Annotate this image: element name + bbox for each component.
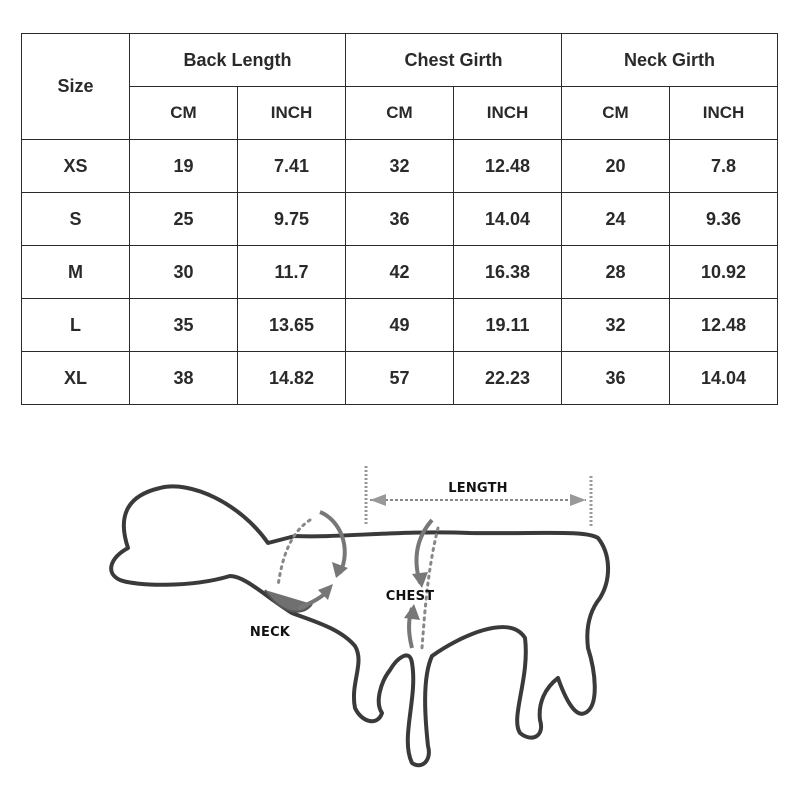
neck-arrowhead-top (332, 562, 348, 578)
size-chart-table (21, 33, 778, 405)
dog-outline (111, 486, 608, 765)
table-cell: 14.04 (454, 193, 562, 246)
table-cell: 10.92 (670, 246, 778, 299)
chest-arrowhead-top (412, 572, 428, 588)
table-cell: 25 (130, 193, 238, 246)
table-cell: 36 (562, 352, 670, 405)
table-cell: 14.04 (670, 352, 778, 405)
table-cell: 38 (130, 352, 238, 405)
table-cell: 16.38 (454, 246, 562, 299)
table-cell: 19 (130, 140, 238, 193)
table-cell: 30 (130, 246, 238, 299)
table-row (22, 352, 778, 405)
size-cell: L (22, 299, 130, 352)
unit-header: INCH (670, 87, 778, 140)
table-row (22, 193, 778, 246)
chest-dotted-loop (422, 528, 438, 648)
table-cell: 12.48 (454, 140, 562, 193)
table-row (22, 246, 778, 299)
table-cell: 14.82 (238, 352, 346, 405)
unit-header: CM (346, 87, 454, 140)
chest-label: CHEST (385, 589, 435, 604)
table-row (22, 299, 778, 352)
table-header-row (22, 34, 778, 87)
unit-header: CM (130, 87, 238, 140)
neck-arrow-top (320, 512, 345, 573)
table-cell: 22.23 (454, 352, 562, 405)
table-cell: 7.8 (670, 140, 778, 193)
neck-dotted-loop (278, 520, 310, 586)
table-cell: 19.11 (454, 299, 562, 352)
size-header: Size (22, 34, 130, 140)
table-unit-row (22, 87, 778, 140)
unit-header: CM (562, 87, 670, 140)
chest-girth-header: Chest Girth (346, 34, 562, 87)
table-cell: 9.36 (670, 193, 778, 246)
table-cell: 36 (346, 193, 454, 246)
unit-header: INCH (238, 87, 346, 140)
table-cell: 24 (562, 193, 670, 246)
table-cell: 57 (346, 352, 454, 405)
size-cell: S (22, 193, 130, 246)
table-row (22, 140, 778, 193)
table-cell: 35 (130, 299, 238, 352)
table-cell: 9.75 (238, 193, 346, 246)
table-cell: 20 (562, 140, 670, 193)
length-arrowhead-right (570, 494, 586, 506)
table-cell: 32 (346, 140, 454, 193)
back-length-header: Back Length (130, 34, 346, 87)
neck-girth-header: Neck Girth (562, 34, 778, 87)
table-cell: 32 (562, 299, 670, 352)
size-cell: XL (22, 352, 130, 405)
table-cell: 13.65 (238, 299, 346, 352)
table-cell: 49 (346, 299, 454, 352)
length-arrowhead-left (370, 494, 386, 506)
dog-measurement-diagram (40, 408, 760, 768)
unit-header: INCH (454, 87, 562, 140)
chest-arrowhead-bottom (404, 604, 420, 620)
size-cell: XS (22, 140, 130, 193)
table-cell: 12.48 (670, 299, 778, 352)
size-cell: M (22, 246, 130, 299)
length-label: LENGTH (448, 481, 508, 496)
table-cell: 7.41 (238, 140, 346, 193)
table-cell: 11.7 (238, 246, 346, 299)
table-cell: 28 (562, 246, 670, 299)
neck-label: NECK (249, 625, 291, 640)
table-cell: 42 (346, 246, 454, 299)
